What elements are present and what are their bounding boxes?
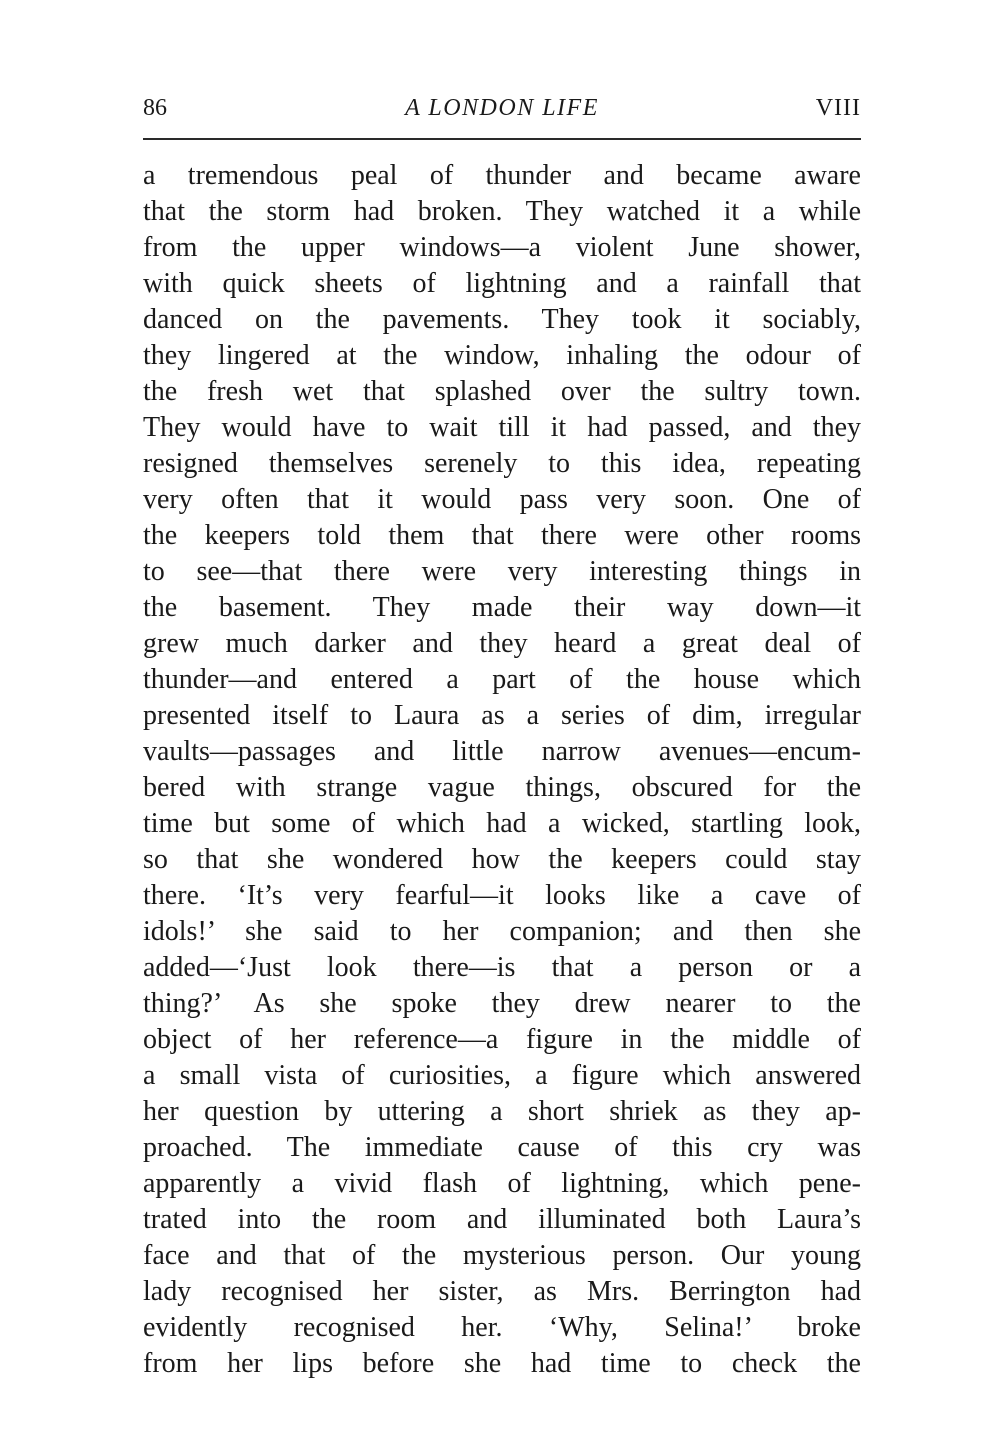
text-line: bered with strange vague things, obscured for the [143, 772, 861, 803]
text-line: object of her reference—a figure in the middle of [143, 1024, 861, 1055]
text-line: a small vista of curiosities, a figure which answered [143, 1060, 861, 1091]
text-line: her question by uttering a short shriek as they ap- [143, 1096, 861, 1127]
text-line: evidently recognised her. ‘Why, Selina!’ broke [143, 1312, 861, 1343]
header-rule [143, 138, 861, 140]
text-line: face and that of the mysterious person. Our young [143, 1240, 861, 1271]
text-line: from her lips before she had time to check the [143, 1348, 861, 1379]
text-line: proached. The immediate cause of this cry was [143, 1132, 861, 1163]
text-line: they lingered at the window, inhaling the odour of [143, 340, 861, 371]
running-title: A LONDON LIFE [405, 95, 599, 121]
text-line: to see—that there were very interesting things in [143, 556, 861, 587]
text-line: lady recognised her sister, as Mrs. Berrington had [143, 1276, 861, 1307]
text-line: from the upper windows—a violent June shower, [143, 232, 861, 263]
text-line: there. ‘It’s very fearful—it looks like a cave of [143, 880, 861, 911]
text-line: time but some of which had a wicked, startling look, [143, 808, 861, 839]
text-line: added—‘Just look there—is that a person or a [143, 952, 861, 983]
text-line: very often that it would pass very soon. One of [143, 484, 861, 515]
text-line: a tremendous peal of thunder and became aware [143, 160, 861, 191]
text-line: with quick sheets of lightning and a rainfall that [143, 268, 861, 299]
text-line: They would have to wait till it had passed, and they [143, 412, 861, 443]
body-text [143, 158, 861, 1382]
text-line: danced on the pavements. They took it sociably, [143, 304, 861, 335]
text-line: the fresh wet that splashed over the sultry town. [143, 376, 861, 407]
page-header [143, 92, 861, 124]
text-line: presented itself to Laura as a series of dim, irregular [143, 700, 861, 731]
text-line: the basement. They made their way down—it [143, 592, 861, 623]
text-line: thunder—and entered a part of the house which [143, 664, 861, 695]
text-line: the keepers told them that there were other rooms [143, 520, 861, 551]
text-line: apparently a vivid flash of lightning, which pene- [143, 1168, 861, 1199]
text-line: vaults—passages and little narrow avenues—encum- [143, 736, 861, 767]
chapter-number: VIII [815, 95, 861, 121]
text-line: resigned themselves serenely to this idea, repeating [143, 448, 861, 479]
text-line: thing?’ As she spoke they drew nearer to the [143, 988, 861, 1019]
text-line: idols!’ she said to her companion; and then she [143, 916, 861, 947]
text-line: so that she wondered how the keepers could stay [143, 844, 861, 875]
text-line: that the storm had broken. They watched it a while [143, 196, 861, 227]
text-line: trated into the room and illuminated both Laura’s [143, 1204, 861, 1235]
text-line: grew much darker and they heard a great deal of [143, 628, 861, 659]
page-number: 86 [143, 95, 167, 121]
